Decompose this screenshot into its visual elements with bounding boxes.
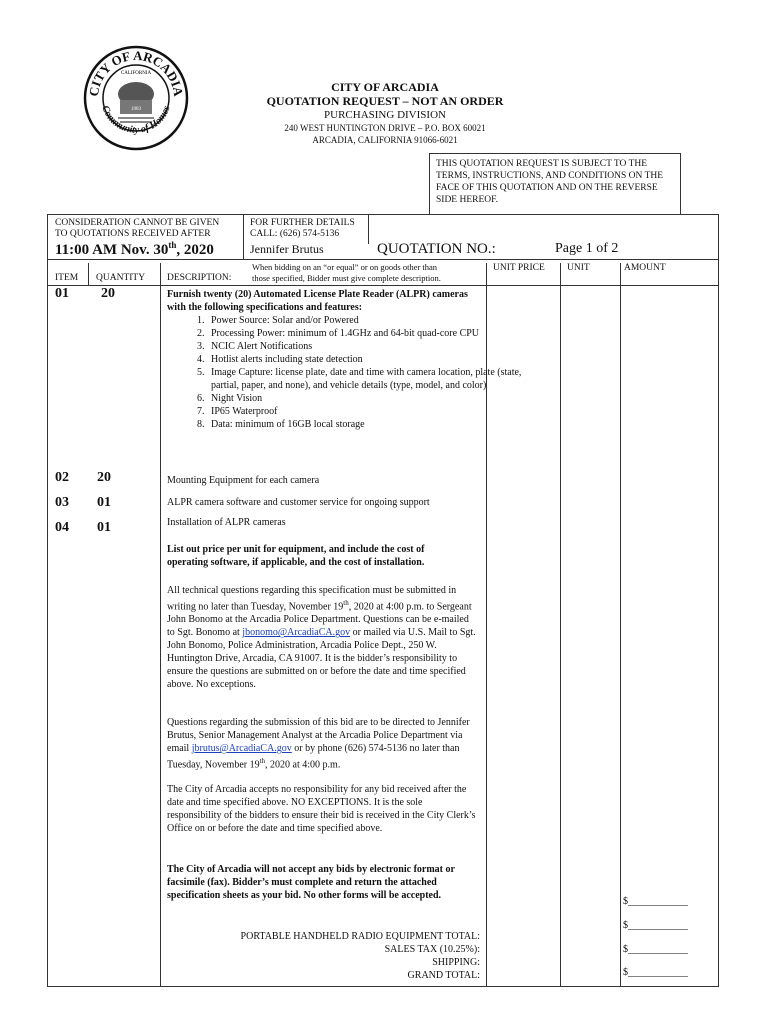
no-electronic-bids-paragraph: The City of Arcadia will not accept any bids by electronic format or facsimile (fax). Bidder’s must complete and return the attached specification sheets as your bid. No other forms will be accepted. bbox=[167, 864, 455, 901]
item-description: Mounting Equipment for each camera bbox=[167, 475, 320, 486]
spec-item: 6. Night Vision bbox=[207, 392, 522, 405]
item-quantity: 20 bbox=[97, 470, 111, 485]
equipment-total-label: PORTABLE HANDHELD RADIO EQUIPMENT TOTAL: bbox=[240, 931, 480, 942]
equipment-total-blank[interactable]: $____________ bbox=[623, 896, 688, 907]
spec-item: 3. NCIC Alert Notifications bbox=[207, 340, 522, 353]
description-note: When bidding on an “or equal” or on goods other than those specified, Bidder must give complete description. bbox=[252, 262, 441, 283]
item-number: 01 bbox=[55, 286, 69, 301]
division-name: PURCHASING DIVISION bbox=[324, 109, 446, 121]
item-description: Installation of ALPR cameras bbox=[167, 517, 286, 528]
spec-item: 4. Hotlist alerts including state detection bbox=[207, 353, 522, 366]
item-1-spec-list bbox=[167, 314, 522, 431]
item-number: 04 bbox=[55, 520, 69, 535]
column-unit: UNIT bbox=[567, 263, 590, 273]
page-indicator: Page 1 of 2 bbox=[555, 241, 619, 256]
contact-label: FOR FURTHER DETAILS bbox=[250, 218, 355, 228]
sales-tax-blank[interactable]: $____________ bbox=[623, 920, 688, 931]
quotation-number-label: QUOTATION NO.: bbox=[377, 241, 496, 257]
email-link-bonomo[interactable]: jbonomo@ArcadiaCA.gov bbox=[242, 627, 351, 639]
contact-name: Jennifer Brutus bbox=[250, 242, 324, 256]
column-description: DESCRIPTION: bbox=[167, 273, 232, 283]
document-title: QUOTATION REQUEST – NOT AN ORDER bbox=[266, 94, 504, 108]
deadline-datetime: 11:00 AM Nov. 30th, 2020 bbox=[55, 240, 214, 258]
spec-item: 7. IP65 Waterproof bbox=[207, 405, 522, 418]
bid-questions-paragraph: Questions regarding the submission of this bid are to be directed to Jennifer Brutus, Senior Management Analyst at the Arcadia Police Department via email jbrutus@ArcadiaCA.gov or by phone (626) 574-5136 no later than Tuesday, November 19th, 2020 at 4:00 p.m. bbox=[167, 717, 470, 771]
deadline-label-1: CONSIDERATION CANNOT BE GIVEN bbox=[55, 218, 220, 228]
seal-year-text: 1903 bbox=[131, 107, 141, 112]
column-amount: AMOUNT bbox=[624, 263, 666, 273]
address-line-2: ARCADIA, CALIFORNIA 91066-6021 bbox=[312, 135, 458, 145]
item-1-heading: Furnish twenty (20) Automated License Plate Reader (ALPR) cameras with the following specifications and features: bbox=[167, 289, 468, 313]
spec-item: 1. Power Source: Solar and/or Powered bbox=[207, 314, 522, 327]
seal-state-text: CALIFORNIA bbox=[120, 71, 152, 76]
spec-item: 2. Processing Power: minimum of 1.4GHz and 64-bit quad-core CPU bbox=[207, 327, 522, 340]
item-quantity: 01 bbox=[97, 520, 111, 535]
city-name: CITY OF ARCADIA bbox=[331, 80, 439, 94]
item-number: 02 bbox=[55, 470, 69, 485]
seal-top-text: CITY OF ARCADIA bbox=[85, 47, 187, 98]
item-description: ALPR camera software and customer service for ongoing support bbox=[167, 497, 430, 508]
item-quantity: 01 bbox=[97, 495, 111, 510]
terms-notice: THIS QUOTATION REQUEST IS SUBJECT TO THE TERMS, INSTRUCTIONS, AND CONDITIONS ON THE FACE OF THIS QUOTATION AND ON THE REVERSE SIDE HEREOF. bbox=[429, 153, 681, 215]
responsibility-paragraph: The City of Arcadia accepts no responsibility for any bid received after the date and time specified above. NO EXCEPTIONS. It is the sole responsibility of the bidders to ensure their bid is received in the City Clerk’s Office on or before the date and time specified above. bbox=[167, 784, 476, 834]
shipping-label: SHIPPING: bbox=[432, 957, 480, 968]
seal-bottom-text: Community of Homes bbox=[99, 104, 173, 136]
column-quantity: QUANTITY bbox=[96, 273, 146, 283]
column-item: ITEM bbox=[55, 273, 79, 283]
deadline-label-2: TO QUOTATIONS RECEIVED AFTER bbox=[55, 229, 211, 239]
email-link-brutus[interactable]: jbrutus@ArcadiaCA.gov bbox=[191, 743, 292, 754]
column-unit-price: UNIT PRICE bbox=[493, 263, 545, 273]
sales-tax-label: SALES TAX (10.25%): bbox=[384, 944, 480, 955]
technical-questions-paragraph: All technical questions regarding this specification must be submitted in writing no later than Tuesday, November 19th, 2020 at 4:00 p.m. to Sergeant John Bonomo at the Arcadia Police Department. Questions can be e-mailed to Sgt. Bonomo at jbonomo@ArcadiaCA.gov or mailed via U.S. Mail to Sgt. John Bonomo, Police Administration, Arcadia Police Dept., 250 W. Huntington Drive, Arcadia, CA 91007. It is the bidder’s responsibility to ensure the questions are submitted on or before the date and time specified above. No exceptions. bbox=[167, 585, 476, 691]
grand-total-label: GRAND TOTAL: bbox=[407, 970, 480, 981]
item-quantity: 20 bbox=[101, 286, 115, 301]
address-line-1: 240 WEST HUNTINGTON DRIVE – P.O. BOX 60021 bbox=[284, 123, 486, 133]
shipping-blank[interactable]: $____________ bbox=[623, 944, 688, 955]
pricing-instruction: List out price per unit for equipment, and include the cost of operating software, if applicable, and the cost of installation. bbox=[167, 544, 425, 568]
grand-total-blank[interactable]: $____________ bbox=[623, 967, 688, 978]
item-number: 03 bbox=[55, 495, 69, 510]
spec-item: 8. Data: minimum of 16GB local storage bbox=[207, 418, 522, 431]
spec-item: 5. Image Capture: license plate, date and time with camera location, plate (state, partial, paper, and none), and vehicle details (type, model, and color) bbox=[207, 366, 522, 392]
contact-phone: CALL: (626) 574-5136 bbox=[250, 229, 340, 239]
